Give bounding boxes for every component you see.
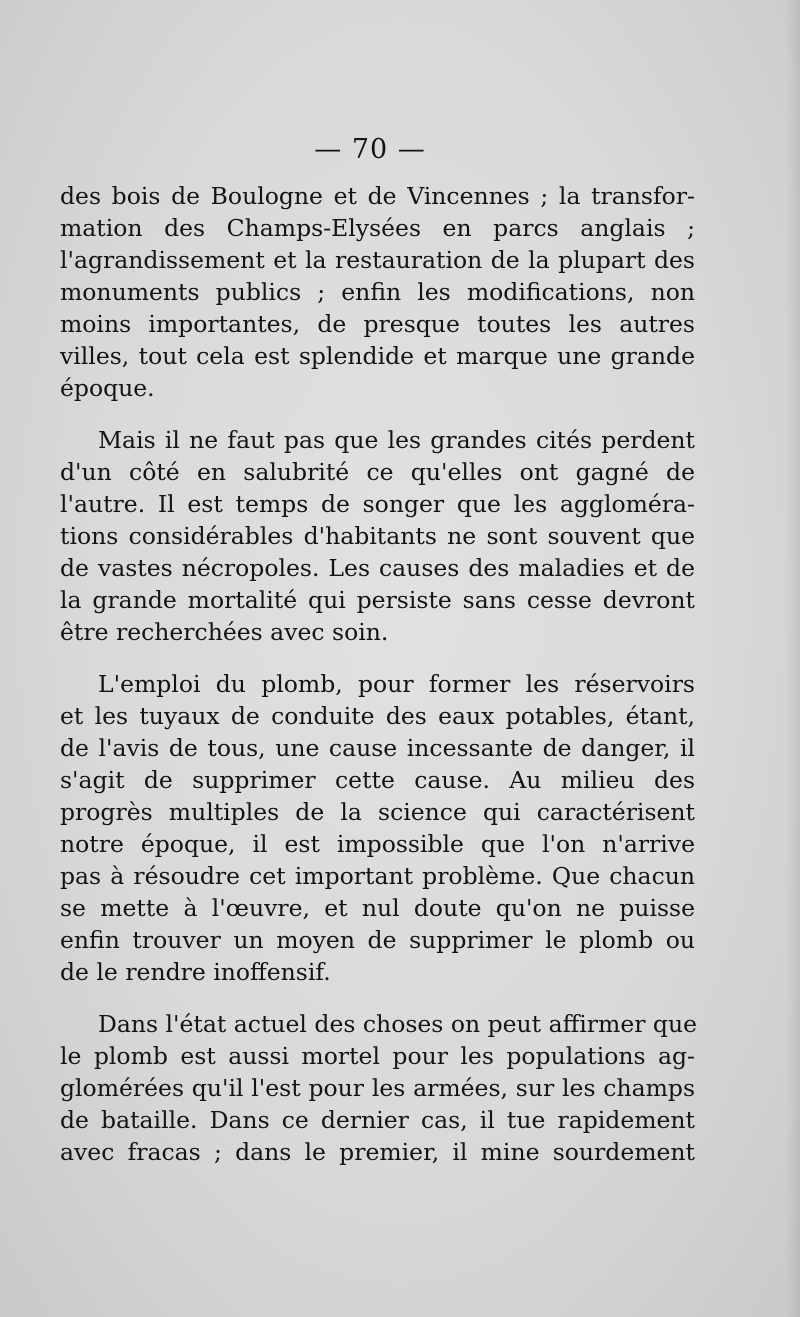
text-line: Mais il ne faut pas que les grandes cités perdent	[98, 426, 695, 454]
text-line: monuments publics ; enfin les modifications, non	[60, 278, 695, 306]
text-line: de l'avis de tous, une cause incessante de danger, il	[60, 734, 695, 762]
text-line: de le rendre inoffensif.	[60, 958, 331, 986]
text-line: l'autre. Il est temps de songer que les aggloméra-	[60, 490, 695, 518]
text-line: des bois de Boulogne et de Vincennes ; la transfor-	[60, 182, 695, 210]
text-line: pas à résoudre cet important problème. Que chacun	[60, 862, 695, 890]
text-line: moins importantes, de presque toutes les autres	[60, 310, 695, 338]
text-line: villes, tout cela est splendide et marque une grande	[60, 342, 695, 370]
text-line: progrès multiples de la science qui caractérisent	[60, 798, 695, 826]
text-line: le plomb est aussi mortel pour les populations ag-	[60, 1042, 695, 1070]
text-line: de vastes nécropoles. Les causes des maladies et de	[60, 554, 695, 582]
text-line: notre époque, il est impossible que l'on n'arrive	[60, 830, 695, 858]
paragraph-4	[60, 1008, 698, 1168]
text-line: être recherchées avec soin.	[60, 618, 389, 646]
text-line: avec fracas ; dans le premier, il mine sourdement	[60, 1138, 695, 1166]
text-line: l'agrandissement et la restauration de la plupart des	[60, 246, 695, 274]
text-line: glomérées qu'il l'est pour les armées, sur les champs	[60, 1074, 695, 1102]
paragraph-1	[60, 180, 695, 404]
text-line: et les tuyaux de conduite des eaux potables, étant,	[60, 702, 695, 730]
paragraph-3	[60, 668, 695, 988]
text-line: la grande mortalité qui persiste sans cesse devront	[60, 586, 695, 614]
text-line: se mette à l'œuvre, et nul doute qu'on ne puisse	[60, 894, 695, 922]
page-number: — 70 —	[314, 134, 426, 165]
text-line: d'un côté en salubrité ce qu'elles ont gagné de	[60, 458, 695, 486]
body-text	[60, 180, 698, 1188]
text-line: tions considérables d'habitants ne sont souvent que	[60, 522, 695, 550]
text-line: mation des Champs-Elysées en parcs anglais ;	[60, 214, 695, 242]
text-line: enfin trouver un moyen de supprimer le plomb ou	[60, 926, 695, 954]
text-line: s'agit de supprimer cette cause. Au milieu des	[60, 766, 695, 794]
text-line: époque.	[60, 374, 155, 402]
paragraph-2	[60, 424, 695, 648]
text-line: de bataille. Dans ce dernier cas, il tue rapidement	[60, 1106, 695, 1134]
text-line: Dans l'état actuel des choses on peut affirmer que	[98, 1010, 698, 1038]
text-line: L'emploi du plomb, pour former les réservoirs	[98, 670, 695, 698]
page-edge-shadow	[786, 0, 800, 1317]
